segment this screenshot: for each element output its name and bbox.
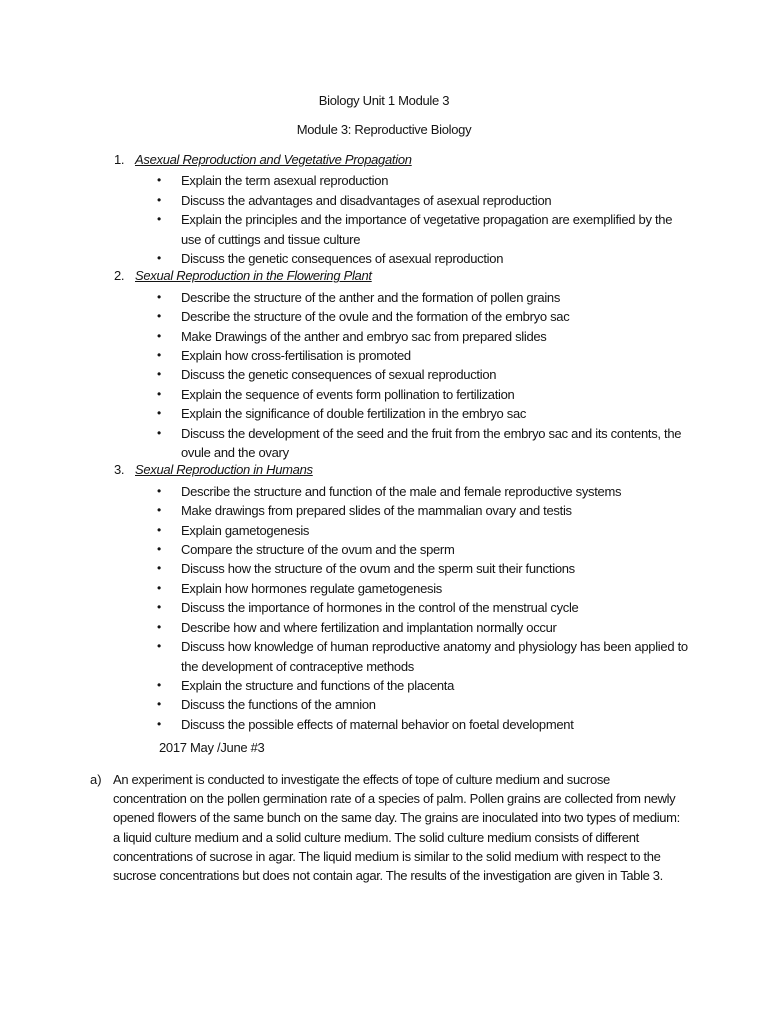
syllabus-outline [0,152,768,734]
section-title: Sexual Reproduction in Humans [135,462,313,478]
bullet-text: Explain the principles and the importance of vegetative propagation are exemplified by the use of cuttings and tissue culture [181,212,673,247]
bullet-item [0,210,768,249]
bullet-text: Make Drawings of the anther and embryo sac from prepared slides [181,328,547,344]
section-number: 1. [114,152,125,167]
bullet-text: Discuss how knowledge of human reproductive anatomy and physiology has been applied to the development of contraceptive methods [181,639,688,674]
bullet-text: Explain gametogenesis [181,522,310,538]
section-number: 2. [114,268,125,284]
question-label: a) [90,772,102,787]
bullet-item [0,249,768,268]
bullet-item [0,424,768,463]
bullet-item [0,385,768,404]
bullet-text: Explain how hormones regulate gametogenesis [181,580,442,596]
bullet-text: Discuss the advantages and disadvantages of asexual reproduction [181,192,552,208]
bullet-item [0,365,768,384]
section-number: 3. [114,462,125,478]
bullet-text: Explain the structure and functions of the placenta [181,677,455,693]
section-heading [0,268,768,287]
bullet-list [0,288,768,463]
bullet-text: Discuss the genetic consequences of asexual reproduction [181,251,504,267]
bullet-item [0,482,768,501]
bullet-dot-icon: • [157,367,161,382]
bullet-item [0,579,768,598]
section-heading [0,152,768,171]
section-title: Asexual Reproduction and Vegetative Propagation [135,152,412,167]
bullet-dot-icon: • [157,309,161,324]
bullet-item [0,307,768,326]
bullet-dot-icon: • [157,386,161,401]
bullet-dot-icon: • [157,716,161,731]
bullet-dot-icon: • [157,348,161,363]
bullet-dot-icon: • [157,483,161,498]
bullet-text: Discuss the functions of the amnion [181,697,376,713]
bullet-text: Discuss the importance of hormones in the control of the menstrual cycle [181,600,579,616]
bullet-list [0,482,768,734]
bullet-dot-icon: • [157,251,161,266]
bullet-dot-icon: • [157,639,161,654]
bullet-item [0,559,768,578]
bullet-dot-icon: • [157,192,161,207]
bullet-item [0,695,768,714]
bullet-text: Discuss the genetic consequences of sexual reproduction [181,367,497,383]
bullet-dot-icon: • [157,619,161,634]
bullet-item [0,676,768,695]
bullet-dot-icon: • [157,580,161,595]
bullet-item [0,540,768,559]
bullet-dot-icon: • [157,542,161,557]
section-heading [0,462,768,481]
bullet-item [0,171,768,190]
bullet-dot-icon: • [157,406,161,421]
bullet-dot-icon: • [157,289,161,304]
bullet-item [0,598,768,617]
bullet-dot-icon: • [157,677,161,692]
bullet-item [0,288,768,307]
bullet-dot-icon: • [157,425,161,440]
bullet-text: Describe the structure of the ovule and the formation of the embryo sac [181,309,570,325]
bullet-dot-icon: • [157,697,161,712]
bullet-item [0,715,768,734]
bullet-item [0,327,768,346]
bullet-item [0,404,768,423]
bullet-item [0,637,768,676]
bullet-text: Make drawings from prepared slides of the mammalian ovary and testis [181,503,572,519]
outline-section [0,462,768,734]
question-text: An experiment is conducted to investigate the effects of tope of culture medium and sucrose concentration on the pollen germination rate of a species of palm. Pollen grains are collected from newly opened flowers of the same bunch on the same day. The grains are inoculated into two types of medium: a liquid culture medium and a solid culture medium. The solid culture medium consists of different concentrations of sucrose in agar. The liquid medium is similar to the solid medium with respect to the sucrose concentrations but does not contain agar. The results of the investigation are given in Table 3. [113,772,680,884]
bullet-text: Discuss the development of the seed and the fruit from the embryo sac and its contents, the ovule and the ovary [181,425,682,461]
bullet-list [0,171,768,268]
bullet-dot-icon: • [157,503,161,518]
bullet-dot-icon: • [157,328,161,343]
outline-section [0,268,768,462]
outline-section [0,152,768,268]
bullet-dot-icon: • [157,212,161,227]
bullet-dot-icon: • [157,600,161,615]
bullet-dot-icon: • [157,561,161,576]
bullet-item [0,618,768,637]
document-subtitle: Module 3: Reproductive Biology [296,122,472,137]
bullet-item [0,521,768,540]
bullet-text: Explain the significance of double fertilization in the embryo sac [181,406,527,422]
bullet-text: Compare the structure of the ovum and the sperm [181,542,455,558]
bullet-item [0,346,768,365]
document-title: Biology Unit 1 Module 3 [318,93,450,108]
bullet-text: Discuss how the structure of the ovum and the sperm suit their functions [181,561,575,577]
bullet-text: Explain the term asexual reproduction [181,173,389,189]
exam-reference: 2017 May /June #3 [159,740,265,755]
bullet-text: Discuss the possible effects of maternal behavior on foetal development [181,716,574,732]
bullet-dot-icon: • [157,522,161,537]
bullet-text: Explain how cross-fertilisation is promoted [181,348,411,364]
bullet-text: Explain the sequence of events form pollination to fertilization [181,386,515,402]
bullet-text: Describe the structure of the anther and the formation of pollen grains [181,289,561,305]
bullet-item [0,191,768,210]
section-title: Sexual Reproduction in the Flowering Plant [135,268,372,284]
bullet-text: Describe how and where fertilization and implantation normally occur [181,619,557,635]
bullet-dot-icon: • [157,173,161,188]
bullet-item [0,501,768,520]
bullet-text: Describe the structure and function of the male and female reproductive systems [181,483,622,499]
